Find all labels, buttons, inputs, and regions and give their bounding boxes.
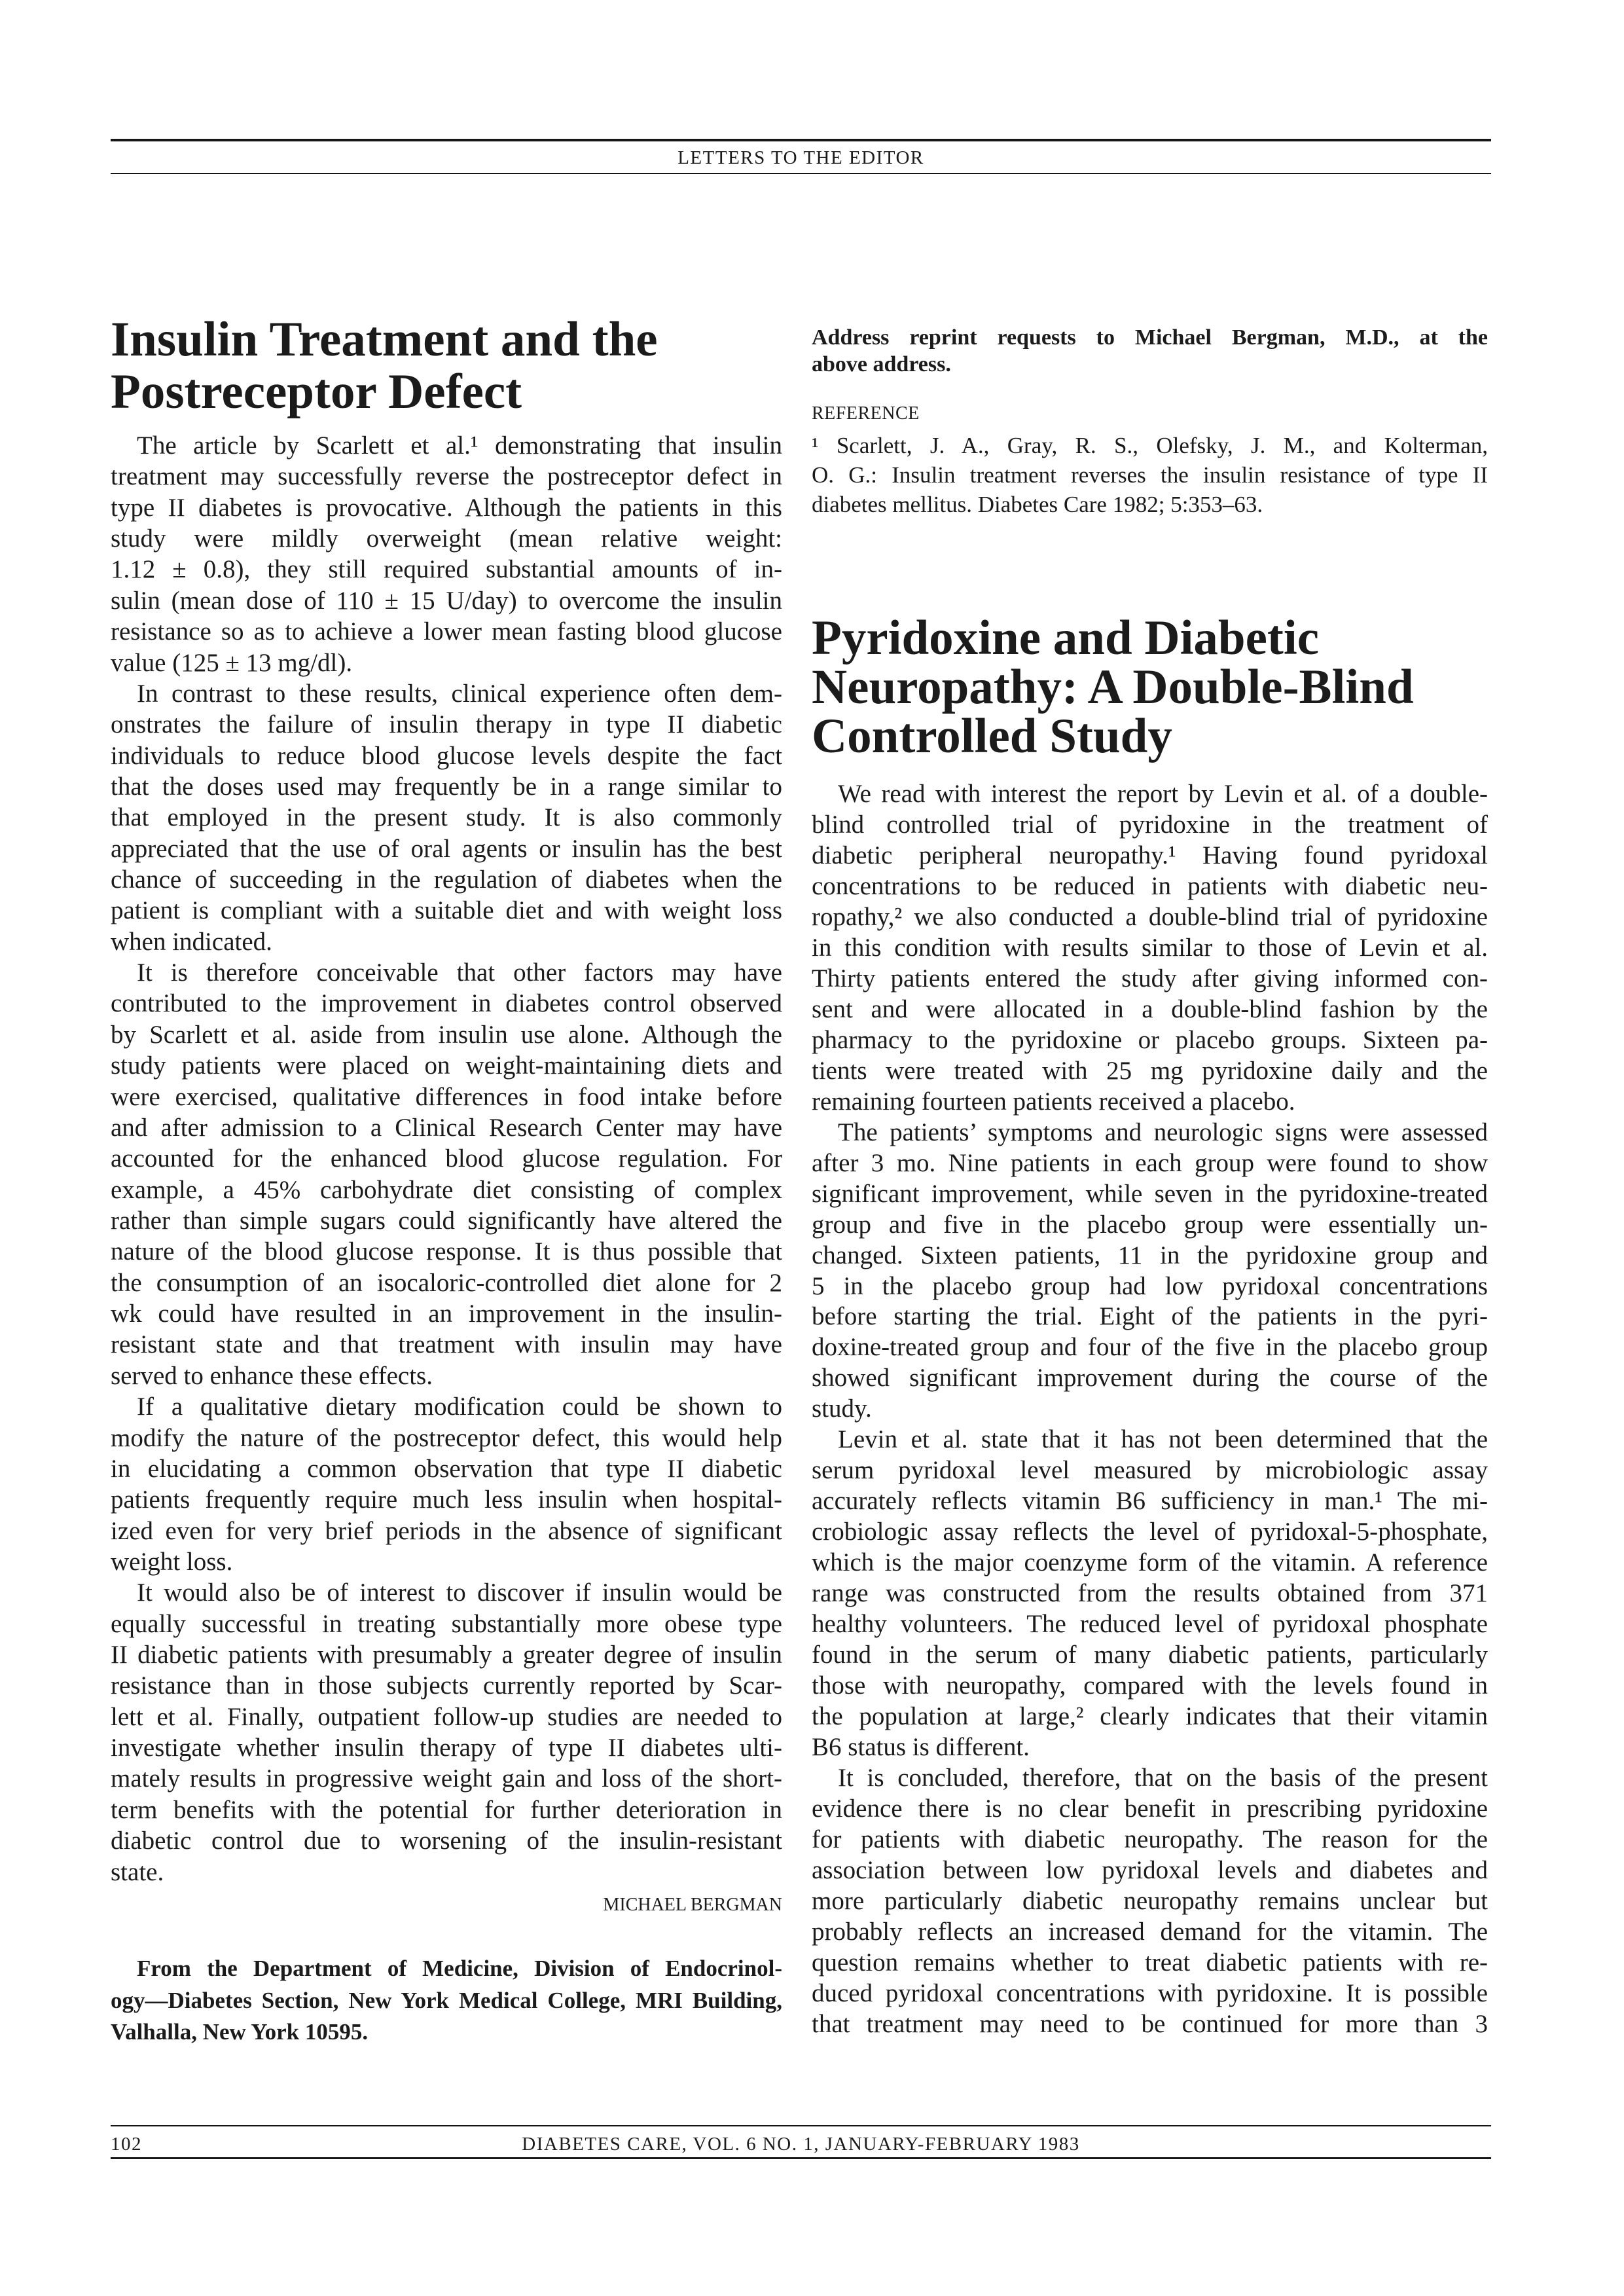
- footer-page-number: 102: [111, 2134, 142, 2155]
- text-line: state.: [111, 1857, 164, 1886]
- text-line: weight loss.: [111, 1547, 233, 1576]
- text-line: remaining fourteen patients received a placebo.: [812, 1087, 1295, 1116]
- text-line: healthy volunteers. The reduced level of pyridoxal phosphate: [812, 1610, 1488, 1639]
- text-line: The patients’ symptoms and neurologic signs were assessed: [838, 1118, 1488, 1146]
- text-line: It is therefore conceivable that other factors may have: [137, 958, 782, 987]
- text-line: in elucidating a common observation that type II diabetic: [111, 1454, 782, 1483]
- text-line: those with neuropathy, compared with the levels found in: [812, 1671, 1488, 1700]
- paragraph: [111, 430, 782, 678]
- text-line: 1.12 ± 0.8), they still required substantial amounts of in-: [111, 555, 782, 584]
- text-line: accounted for the enhanced blood glucose regulation. For: [111, 1144, 782, 1173]
- text-line: equally successful in treating substantially more obese type: [111, 1609, 782, 1638]
- text-line: ¹ Scarlett, J. A., Gray, R. S., Olefsky, J. M., and Kolterman,: [812, 433, 1488, 458]
- title-line: Pyridoxine and Diabetic: [812, 611, 1320, 665]
- text-line: evidence there is no clear benefit in prescribing pyridoxine: [812, 1794, 1488, 1823]
- text-line: for patients with diabetic neuropathy. The reason for the: [812, 1825, 1488, 1853]
- footer-journal-citation: DIABETES CARE, VOL. 6 NO. 1, JANUARY-FEBRUARY 1983: [522, 2134, 1080, 2155]
- letter-title-insulin: [111, 314, 782, 418]
- text-line: diabetic control due to worsening of the insulin-resistant: [111, 1827, 782, 1855]
- reference-heading: REFERENCE: [812, 403, 920, 424]
- text-line: B6 status is different.: [812, 1733, 1030, 1762]
- running-head: LETTERS TO THE EDITOR: [677, 147, 924, 168]
- text-line: chance of succeeding in the regulation of diabetes when the: [111, 866, 782, 894]
- text-line: crobiologic assay reflects the level of pyridoxal-5-phosphate,: [812, 1518, 1488, 1546]
- footer-rule-top: [111, 2125, 1491, 2126]
- text-line: tients were treated with 25 mg pyridoxine daily and the: [812, 1056, 1488, 1085]
- text-line: doxine-treated group and four of the five in the placebo group: [812, 1333, 1488, 1362]
- text-line: contributed to the improvement in diabetes control observed: [111, 989, 782, 1018]
- paragraph: [812, 1425, 1488, 1763]
- text-line: nature of the blood glucose response. It is thus possible that: [111, 1237, 782, 1266]
- text-line: probably reflects an increased demand for the vitamin. The: [812, 1917, 1488, 1946]
- text-line: treatment may successfully reverse the postreceptor defect in: [111, 462, 782, 491]
- text-line: pharmacy to the pyridoxine or placebo groups. Sixteen pa-: [812, 1025, 1488, 1054]
- text-line: found in the serum of many diabetic patients, particularly: [812, 1641, 1488, 1669]
- text-line: in this condition with results similar to those of Levin et al.: [812, 933, 1488, 962]
- text-line: mately results in progressive weight gain and loss of the short-: [111, 1764, 782, 1793]
- paragraph: [111, 1391, 782, 1577]
- text-line: sent and were allocated in a double-blind fashion by the: [812, 994, 1488, 1023]
- text-line: patient is compliant with a suitable diet and with weight loss: [111, 896, 782, 925]
- text-line: significant improvement, while seven in the pyridoxine-treated: [812, 1179, 1488, 1208]
- reprint-request: [812, 324, 1488, 378]
- text-line: study.: [812, 1394, 872, 1423]
- title-line: Neuropathy: A Double-Blind: [812, 660, 1414, 714]
- text-line: II diabetic patients with presumably a greater degree of insulin: [111, 1641, 782, 1669]
- text-line: question remains whether to treat diabetic patients with re-: [812, 1948, 1488, 1977]
- text-line: that the doses used may frequently be in a range similar to: [111, 772, 782, 801]
- paragraph: [812, 1118, 1488, 1425]
- text-line: diabetes mellitus. Diabetes Care 1982; 5:353–63.: [812, 492, 1263, 517]
- text-line: We read with interest the report by Levin et al. of a double-: [838, 780, 1488, 808]
- letter-body-pyridoxine: [812, 779, 1488, 2040]
- text-line: Address reprint requests to Michael Bergman, M.D., at the: [812, 325, 1488, 350]
- text-line: 5 in the placebo group had low pyridoxal concentrations: [812, 1271, 1488, 1300]
- text-line: sulin (mean dose of 110 ± 15 U/day) to overcome the insulin: [111, 586, 782, 615]
- text-line: after 3 mo. Nine patients in each group were found to show: [812, 1148, 1488, 1177]
- title-line: Postreceptor Defect: [111, 365, 522, 419]
- text-line: study were mildly overweight (mean relative weight:: [111, 524, 782, 553]
- paragraph: [812, 1763, 1488, 2040]
- text-line: diabetic peripheral neuropathy.¹ Having found pyridoxal: [812, 841, 1488, 869]
- text-line: If a qualitative dietary modification could be shown to: [137, 1393, 782, 1421]
- text-line: appreciated that the use of oral agents or insulin has the best: [111, 834, 782, 863]
- paragraph: [812, 779, 1488, 1118]
- text-line: blind controlled trial of pyridoxine in the treatment of: [812, 810, 1488, 839]
- header-rule-bottom: [111, 173, 1491, 174]
- text-line: ogy—Diabetes Section, New York Medical College, MRI Building,: [111, 1987, 782, 2013]
- text-line: The article by Scarlett et al.¹ demonstrating that insulin: [137, 431, 782, 460]
- text-line: duced pyridoxal concentrations with pyridoxine. It is possible: [812, 1978, 1488, 2007]
- text-line: lett et al. Finally, outpatient follow-up studies are needed to: [111, 1702, 782, 1731]
- text-line: patients frequently require much less insulin when hospital-: [111, 1485, 782, 1514]
- text-line: resistance than in those subjects currently reported by Scar-: [111, 1671, 782, 1700]
- text-line: O. G.: Insulin treatment reverses the insulin resistance of type II: [812, 462, 1488, 488]
- title-line: Controlled Study: [812, 709, 1172, 763]
- text-line: From the Department of Medicine, Division of Endocrinol-: [137, 1956, 782, 1981]
- text-line: before starting the trial. Eight of the patients in the pyri-: [812, 1302, 1488, 1331]
- text-line: served to enhance these effects.: [111, 1361, 433, 1390]
- text-line: It is concluded, therefore, that on the basis of the present: [838, 1764, 1488, 1792]
- text-line: ropathy,² we also conducted a double-blind trial of pyridoxine: [812, 902, 1488, 931]
- text-line: concentrations to be reduced in patients with diabetic neu-: [812, 871, 1488, 900]
- text-line: Valhalla, New York 10595.: [111, 2019, 369, 2045]
- paragraph: [111, 1577, 782, 1887]
- text-line: In contrast to these results, clinical experience often dem-: [137, 679, 782, 708]
- letter-body-insulin: [111, 430, 782, 1887]
- text-line: value (125 ± 13 mg/dl).: [111, 648, 353, 677]
- text-line: and after admission to a Clinical Research Center may have: [111, 1113, 782, 1142]
- text-line: more particularly diabetic neuropathy remains unclear but: [812, 1886, 1488, 1915]
- signature: MICHAEL BERGMAN: [603, 1895, 782, 1915]
- paragraph: [812, 431, 1488, 519]
- paragraph: [111, 1953, 782, 2049]
- author-affiliation: [111, 1953, 782, 2049]
- text-line: the consumption of an isocaloric-controlled diet alone for 2: [111, 1268, 782, 1297]
- text-line: example, a 45% carbohydrate diet consisting of complex: [111, 1175, 782, 1204]
- text-line: type II diabetes is provocative. Although the patients in this: [111, 493, 782, 522]
- text-line: showed significant improvement during the course of the: [812, 1364, 1488, 1393]
- text-line: accurately reflects vitamin B6 sufficiency in man.¹ The mi-: [812, 1487, 1488, 1516]
- text-line: Levin et al. state that it has not been determined that the: [838, 1425, 1488, 1454]
- text-line: ized even for very brief periods in the absence of significant: [111, 1516, 782, 1545]
- text-line: Thirty patients entered the study after giving informed con-: [812, 964, 1488, 993]
- text-line: that treatment may need to be continued for more than 3: [812, 2009, 1488, 2038]
- text-line: resistant state and that treatment with insulin may have: [111, 1330, 782, 1359]
- text-line: resistance so as to achieve a lower mean fasting blood glucose: [111, 617, 782, 646]
- footer-rule-bottom: [111, 2157, 1491, 2159]
- text-line: association between low pyridoxal levels and diabetes and: [812, 1855, 1488, 1884]
- text-line: changed. Sixteen patients, 11 in the pyridoxine group and: [812, 1241, 1488, 1269]
- text-line: the population at large,² clearly indicates that their vitamin: [812, 1702, 1488, 1731]
- text-line: onstrates the failure of insulin therapy in type II diabetic: [111, 710, 782, 739]
- paragraph: [111, 957, 782, 1391]
- reference-list: [812, 431, 1488, 519]
- paragraph: [111, 678, 782, 957]
- letter-title-pyridoxine: [812, 613, 1488, 761]
- text-line: which is the major coenzyme form of the vitamin. A reference: [812, 1548, 1488, 1577]
- text-line: above address.: [812, 352, 951, 376]
- text-line: serum pyridoxal level measured by microbiologic assay: [812, 1456, 1488, 1485]
- text-line: group and five in the placebo group were essentially un-: [812, 1210, 1488, 1239]
- title-line: Insulin Treatment and the: [111, 312, 658, 367]
- text-line: It would also be of interest to discover if insulin would be: [137, 1578, 782, 1607]
- text-line: term benefits with the potential for further deterioration in: [111, 1795, 782, 1824]
- text-line: were exercised, qualitative differences in food intake before: [111, 1082, 782, 1111]
- text-line: individuals to reduce blood glucose levels despite the fact: [111, 741, 782, 770]
- header-rule-top: [111, 139, 1491, 141]
- text-line: by Scarlett et al. aside from insulin use alone. Although the: [111, 1020, 782, 1049]
- text-line: investigate whether insulin therapy of type II diabetes ulti-: [111, 1734, 782, 1762]
- text-line: modify the nature of the postreceptor defect, this would help: [111, 1423, 782, 1452]
- text-line: when indicated.: [111, 927, 272, 956]
- text-line: wk could have resulted in an improvement in the insulin-: [111, 1300, 782, 1328]
- text-line: range was constructed from the results obtained from 371: [812, 1579, 1488, 1608]
- paragraph: [812, 324, 1488, 378]
- text-line: study patients were placed on weight-maintaining diets and: [111, 1051, 782, 1080]
- text-line: that employed in the present study. It is also commonly: [111, 803, 782, 832]
- text-line: rather than simple sugars could significantly have altered the: [111, 1206, 782, 1235]
